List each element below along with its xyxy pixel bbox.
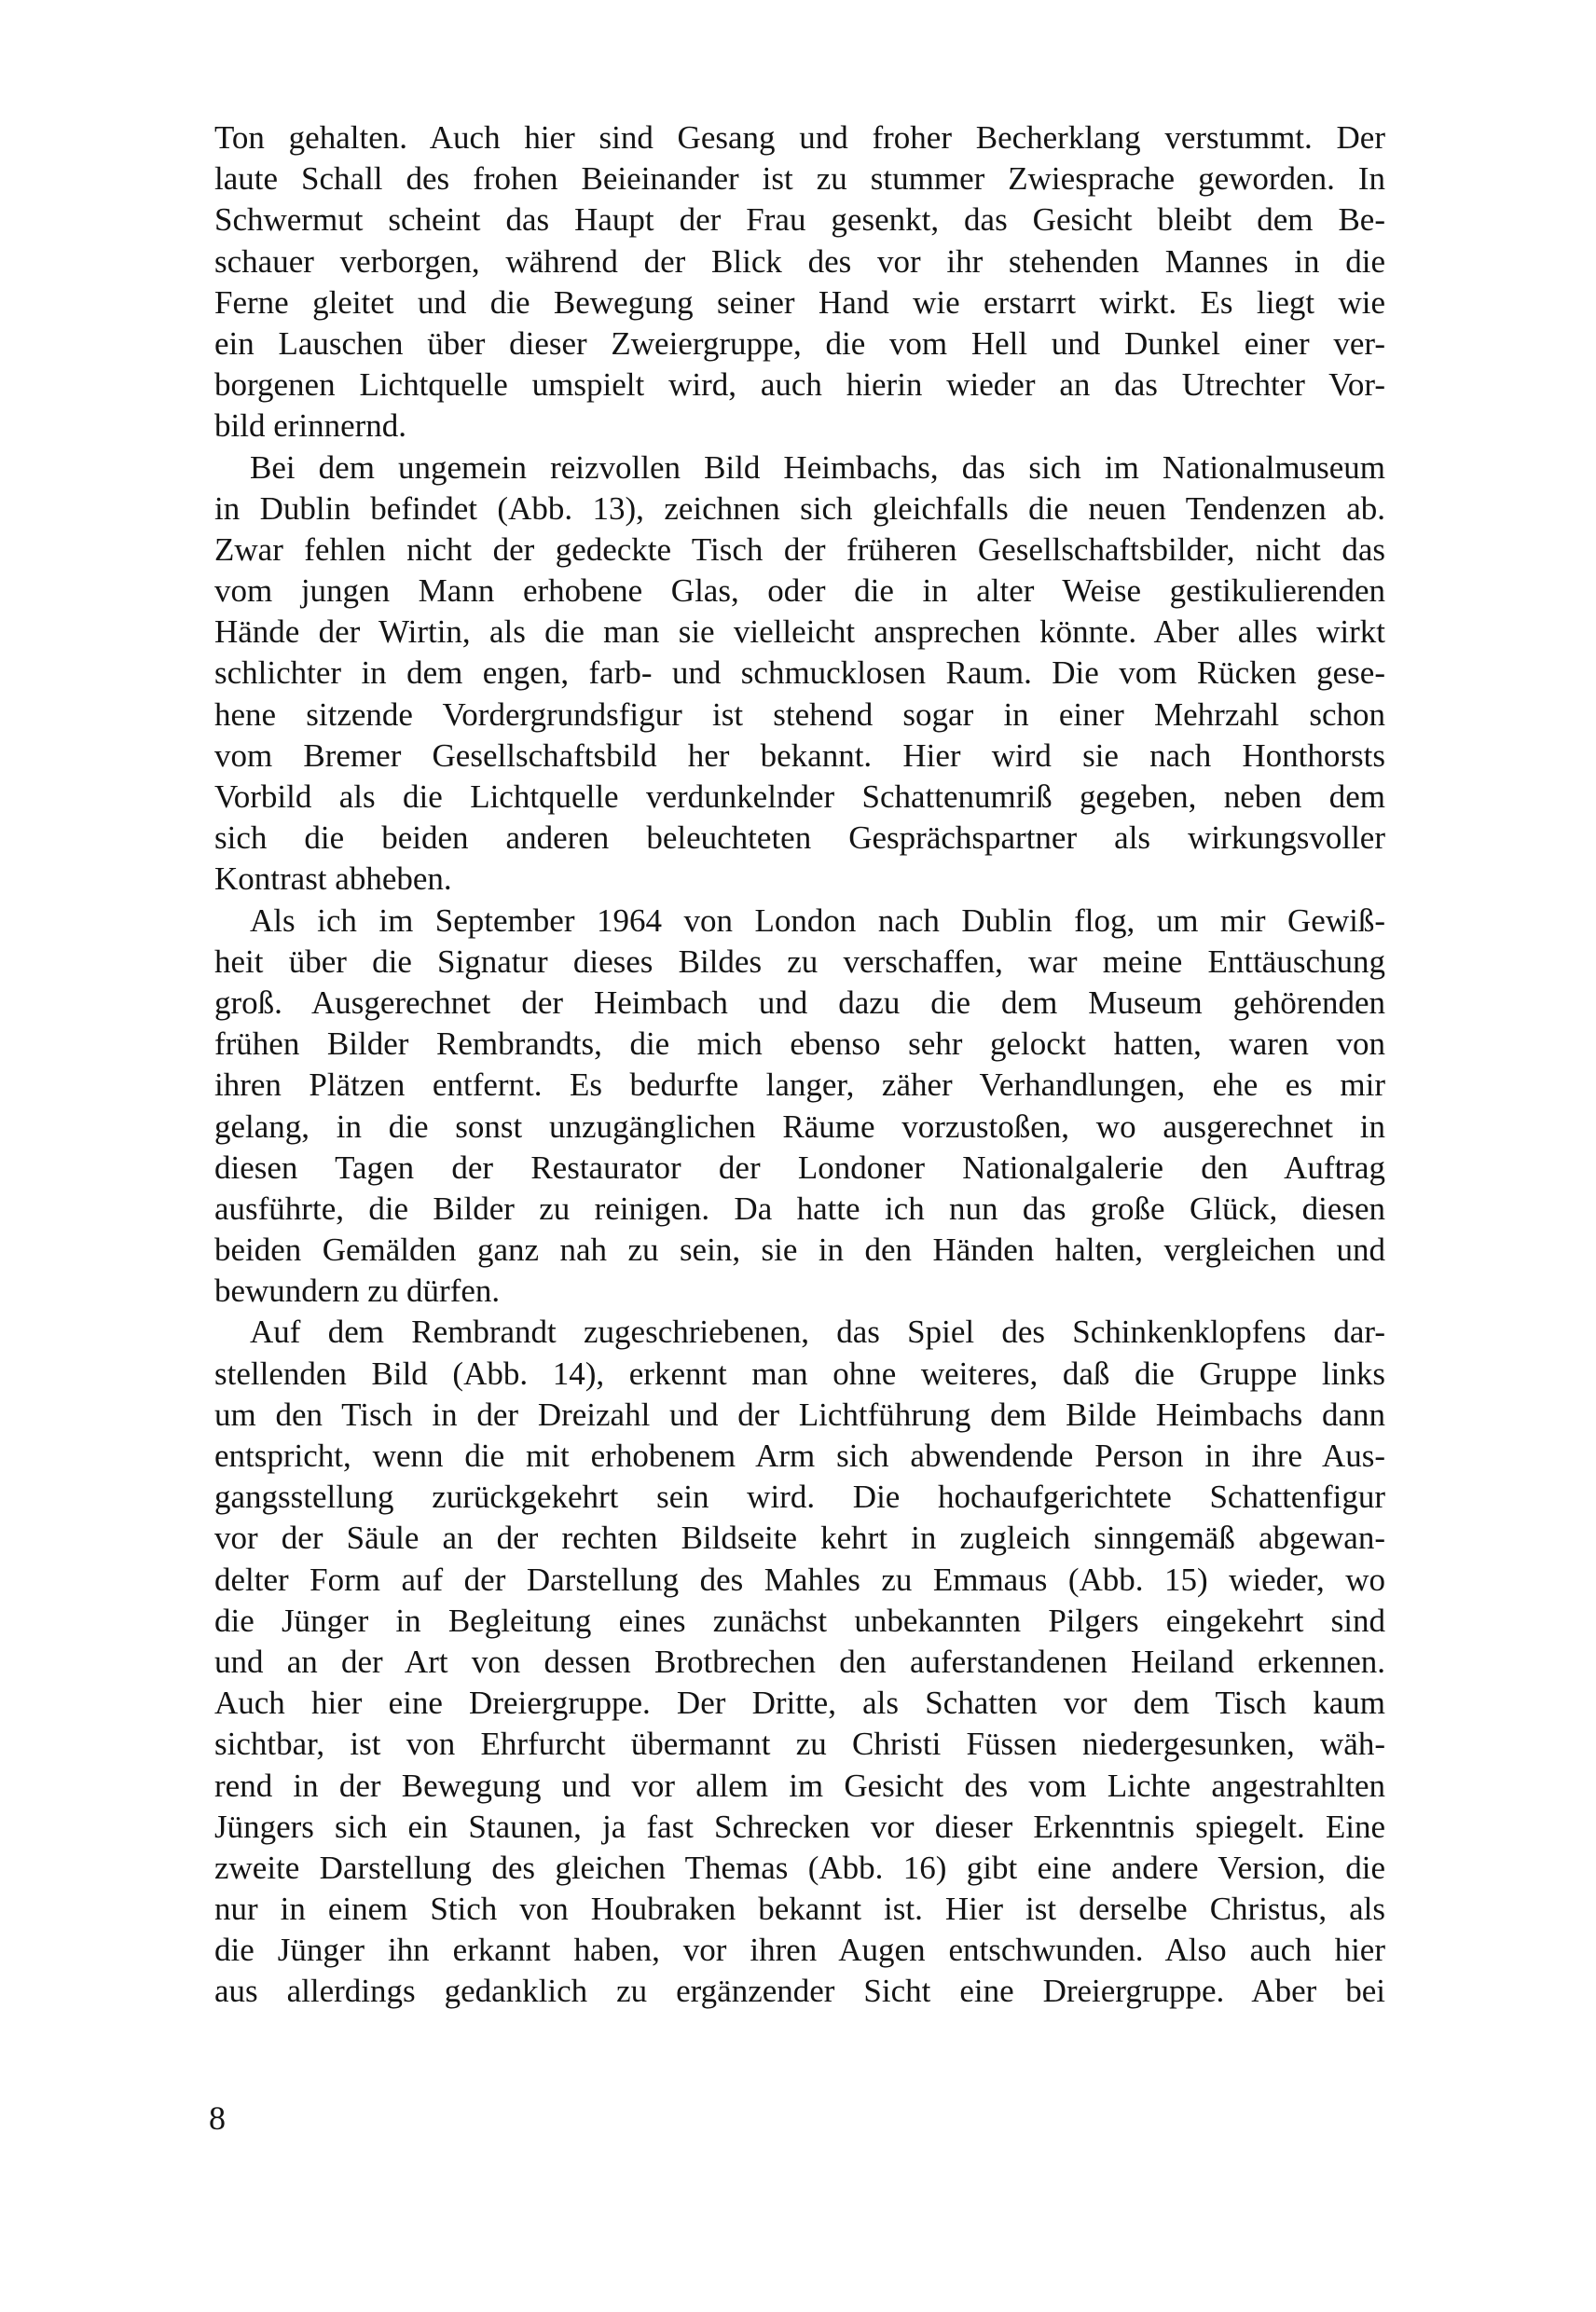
paragraph-1 bbox=[214, 117, 1385, 447]
body-text bbox=[214, 117, 1385, 2013]
text-line: sichtbar, ist von Ehrfurcht übermannt zu Christi Füssen niedergesunken, wäh- bbox=[214, 1726, 1385, 1763]
text-line: diesen Tagen der Restaurator der Londoner Nationalgalerie den Auftrag bbox=[214, 1149, 1385, 1186]
text-line: ausführte, die Bilder zu reinigen. Da hatte ich nun das große Glück, diesen bbox=[214, 1190, 1385, 1227]
text-line: die Jünger in Begleitung eines zunächst unbekannten Pilgers eingekehrt sind bbox=[214, 1602, 1385, 1639]
text-line: Jüngers sich ein Staunen, ja fast Schrecken vor dieser Erkenntnis spiegelt. Eine bbox=[214, 1808, 1385, 1845]
text-line: borgenen Lichtquelle umspielt wird, auch hierin wieder an das Utrechter Vor- bbox=[214, 366, 1385, 404]
text-line: heit über die Signatur dieses Bildes zu verschaffen, war meine Enttäuschung bbox=[214, 943, 1385, 980]
text-line: Auch hier eine Dreiergruppe. Der Dritte, als Schatten vor dem Tisch kaum bbox=[214, 1685, 1385, 1722]
text-line: schlichter in dem engen, farb- und schmucklosen Raum. Die vom Rücken gese- bbox=[214, 654, 1385, 692]
text-line: beiden Gemälden ganz nah zu sein, sie in den Händen halten, vergleichen und bbox=[214, 1232, 1385, 1269]
text-line: hene sitzende Vordergrundsfigur ist stehend sogar in einer Mehrzahl schon bbox=[214, 695, 1385, 733]
text-line: Hände der Wirtin, als die man sie vielleicht ansprechen könnte. Aber alles wirkt bbox=[214, 613, 1385, 651]
text-line: vor der Säule an der rechten Bildseite kehrt in zugleich sinngemäß abgewan- bbox=[214, 1520, 1385, 1557]
text-line: sich die beiden anderen beleuchteten Gesprächspartner als wirkungsvoller bbox=[214, 819, 1385, 857]
text-line: aus allerdings gedanklich zu ergänzender Sicht eine Dreiergruppe. Aber bei bbox=[214, 1973, 1385, 2010]
text-line: rend in der Bewegung und vor allem im Gesicht des vom Lichte angestrahlten bbox=[214, 1767, 1385, 1804]
text-line: Kontrast abheben. bbox=[214, 860, 452, 898]
text-line: gelang, in die sonst unzugänglichen Räume vorzustoßen, wo ausgerechnet in bbox=[214, 1108, 1385, 1145]
text-line: die Jünger ihn erkannt haben, vor ihren Augen entschwunden. Also auch hier bbox=[214, 1932, 1385, 1969]
text-line: Ferne gleitet und die Bewegung seiner Hand wie erstarrt wirkt. Es liegt wie bbox=[214, 283, 1385, 321]
text-line: ein Lauschen über dieser Zweiergruppe, die vom Hell und Dunkel einer ver- bbox=[214, 324, 1385, 362]
text-line: Auf dem Rembrandt zugeschriebenen, das Spiel des Schinkenklopfens dar- bbox=[250, 1314, 1385, 1351]
text-line: ihren Plätzen entfernt. Es bedurfte langer, zäher Verhandlungen, ehe es mir bbox=[214, 1067, 1385, 1104]
text-line: Schwermut scheint das Haupt der Frau gesenkt, das Gesicht bleibt dem Be- bbox=[214, 201, 1385, 239]
text-line: groß. Ausgerechnet der Heimbach und dazu die dem Museum gehörenden bbox=[214, 984, 1385, 1021]
page-number: 8 bbox=[209, 2099, 226, 2137]
text-line: bewundern zu dürfen. bbox=[214, 1273, 501, 1310]
text-line: schauer verborgen, während der Blick des vor ihr stehenden Mannes in die bbox=[214, 242, 1385, 280]
text-line: nur in einem Stich von Houbraken bekannt ist. Hier ist derselbe Christus, als bbox=[214, 1891, 1385, 1928]
text-line: Ton gehalten. Auch hier sind Gesang und froher Becherklang verstummt. Der bbox=[214, 119, 1385, 156]
paragraph-4 bbox=[214, 1312, 1385, 2012]
text-line: laute Schall des frohen Beieinander ist zu stummer Zwiesprache geworden. In bbox=[214, 160, 1385, 198]
text-line: in Dublin befindet (Abb. 13), zeichnen sich gleichfalls die neuen Tendenzen ab. bbox=[214, 489, 1385, 527]
text-line: Bei dem ungemein reizvollen Bild Heimbachs, das sich im Nationalmuseum bbox=[250, 448, 1385, 486]
text-line: gangsstellung zurückgekehrt sein wird. Die hochaufgerichtete Schattenfigur bbox=[214, 1479, 1385, 1516]
text-line: Vorbild als die Lichtquelle verdunkelnder Schattenumriß gegeben, neben dem bbox=[214, 778, 1385, 815]
text-line: vom Bremer Gesellschaftsbild her bekannt. Hier wird sie nach Honthorsts bbox=[214, 736, 1385, 774]
text-line: zweite Darstellung des gleichen Themas (Abb. 16) gibt eine andere Version, die bbox=[214, 1849, 1385, 1886]
text-line: stellenden Bild (Abb. 14), erkennt man ohne weiteres, daß die Gruppe links bbox=[214, 1355, 1385, 1392]
text-line: vom jungen Mann erhobene Glas, oder die in alter Weise gestikulierenden bbox=[214, 572, 1385, 610]
paragraph-2 bbox=[214, 447, 1385, 901]
text-line: delter Form auf der Darstellung des Mahles zu Emmaus (Abb. 15) wieder, wo bbox=[214, 1561, 1385, 1598]
text-line: frühen Bilder Rembrandts, die mich ebenso sehr gelockt hatten, waren von bbox=[214, 1025, 1385, 1063]
text-line: um den Tisch in der Dreizahl und der Lichtführung dem Bilde Heimbachs dann bbox=[214, 1396, 1385, 1433]
paragraph-3 bbox=[214, 901, 1385, 1313]
text-line: bild erinnernd. bbox=[214, 407, 407, 445]
text-line: Zwar fehlen nicht der gedeckte Tisch der früheren Gesellschaftsbilder, nicht das bbox=[214, 530, 1385, 568]
text-line: entspricht, wenn die mit erhobenem Arm sich abwendende Person in ihre Aus- bbox=[214, 1438, 1385, 1474]
text-line: und an der Art von dessen Brotbrechen den auferstandenen Heiland erkennen. bbox=[214, 1643, 1385, 1680]
text-line: Als ich im September 1964 von London nach Dublin flog, um mir Gewiß- bbox=[250, 901, 1385, 939]
